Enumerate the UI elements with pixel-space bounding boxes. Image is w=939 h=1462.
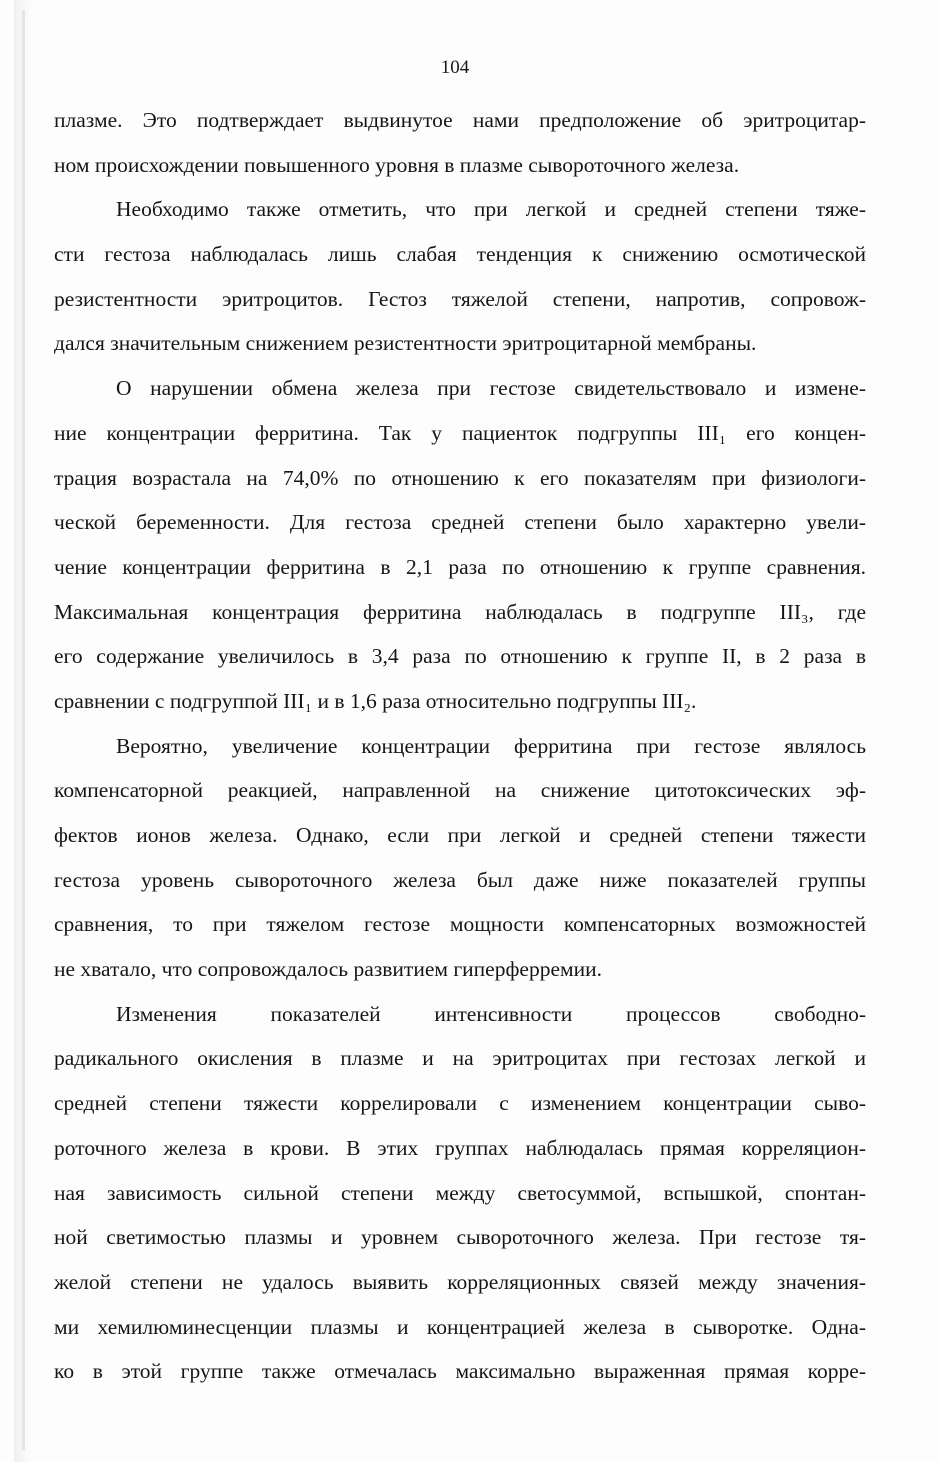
text-line: желой степени не удалось выявить корреляционных связей между значения-	[54, 1269, 866, 1294]
text-line: не хватало, что сопровождалось развитием гиперферремии.	[54, 957, 602, 982]
text-line: ном происхождении повышенного уровня в плазме сывороточного железа.	[54, 152, 740, 177]
text-line: ко в этой группе также отмечалась максимально выраженная прямая корре-	[54, 1359, 866, 1384]
text-line: ми хемилюминесценции плазмы и концентрацией железа в сыворотке. Одна-	[54, 1314, 866, 1339]
scan-binding-line	[22, 10, 25, 1450]
text-line: сравнении с подгруппой III₁ и в 1,6 раза относительно подгруппы III₂.	[54, 688, 697, 713]
page-number: 104	[440, 57, 470, 78]
text-line: ная зависимость сильной степени между светосуммой, вспышкой, спонтан-	[54, 1180, 866, 1205]
text-line: ной светимостью плазмы и уровнем сывороточного железа. При гестозе тя-	[54, 1225, 866, 1250]
text-line: дался значительным снижением резистентности эритроцитарной мембраны.	[54, 331, 757, 356]
text-line: сти гестоза наблюдалась лишь слабая тенденция к снижению осмотической	[54, 242, 866, 267]
text-line: гестоза уровень сывороточного железа был даже ниже показателей группы	[54, 867, 866, 892]
text-line: О нарушении обмена железа при гестозе свидетельствовало и измене-	[116, 376, 866, 401]
text-line: ческой беременности. Для гестоза средней степени было характерно увели-	[54, 510, 866, 535]
body-text	[54, 98, 866, 1394]
text-line: Необходимо также отметить, что при легкой и средней степени тяже-	[116, 197, 866, 222]
text-line: ние концентрации ферритина. Так у пациенток подгруппы III₁ его концен-	[54, 420, 866, 445]
text-line: чение концентрации ферритина в 2,1 раза по отношению к группе сравнения.	[54, 554, 866, 579]
text-line: радикального окисления в плазме и на эритроцитах при гестозах легкой и	[54, 1046, 866, 1071]
text-line: фектов ионов железа. Однако, если при легкой и средней степени тяжести	[54, 823, 866, 847]
text-line: его содержание увеличилось в 3,4 раза по отношению к группе II, в 2 раза в	[54, 644, 866, 669]
text-line: трация возрастала на 74,0% по отношению к его показателям при физиологи-	[54, 465, 866, 490]
text-line: компенсаторной реакцией, направленной на снижение цитотоксических эф-	[54, 778, 866, 803]
text-line: сравнения, то при тяжелом гестозе мощности компенсаторных возможностей	[54, 912, 866, 937]
text-line: Вероятно, увеличение концентрации ферритина при гестозе являлось	[116, 733, 866, 758]
text-line: плазме. Это подтверждает выдвинутое нами предположение об эритроцитар-	[54, 108, 866, 132]
text-line: Изменения показателей интенсивности процессов свободно-	[116, 1001, 866, 1026]
text-line: Максимальная концентрация ферритина наблюдалась в подгруппе III₃, где	[54, 599, 866, 624]
text-line: средней степени тяжести коррелировали с изменением концентрации сыво-	[54, 1091, 866, 1116]
text-line: роточного железа в крови. В этих группах наблюдалась прямая корреляцион-	[54, 1135, 866, 1160]
text-line: резистентности эритроцитов. Гестоз тяжелой степени, напротив, сопровож-	[54, 286, 866, 311]
